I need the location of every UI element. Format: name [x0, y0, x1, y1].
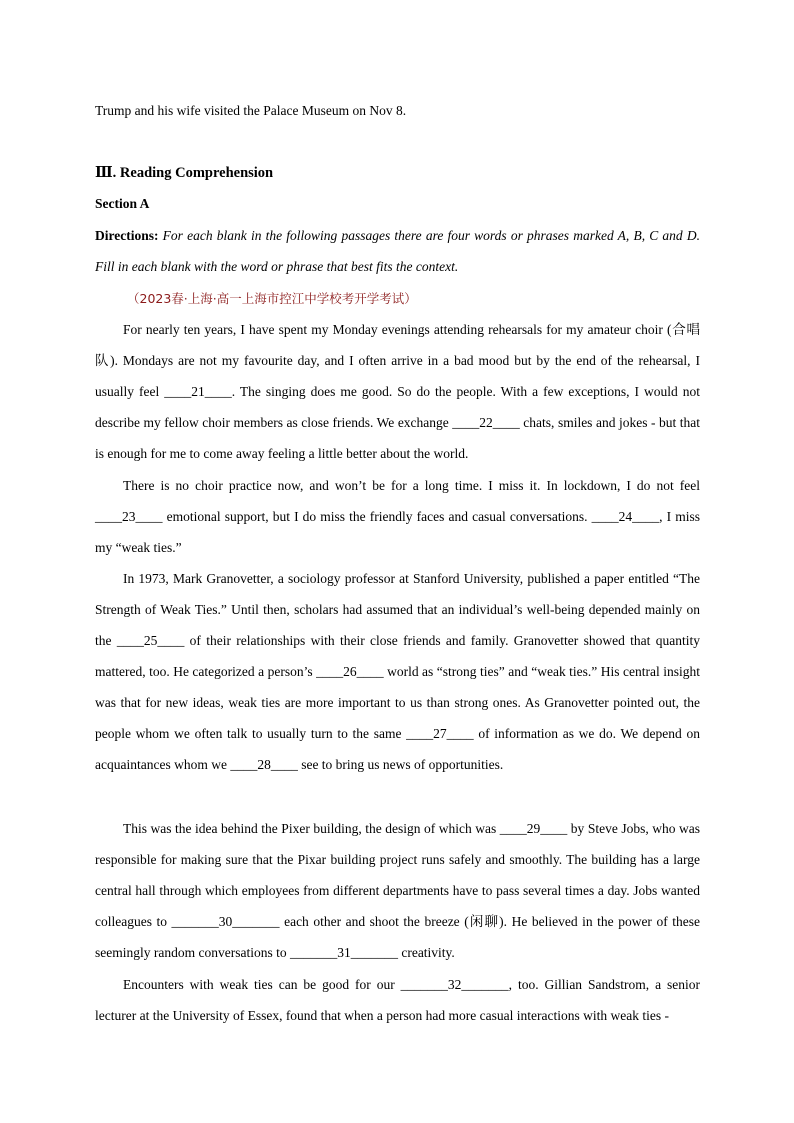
directions-text: For each blank in the following passages there are four words or phrases marked A, B, C and D. Fill in each blank with the word or phrase that best fits the context. — [95, 228, 700, 274]
passage-paragraph-2: There is no choir practice now, and won’t be for a long time. I miss it. In lockdown, I do not feel ____23____ emotional support, but I do miss the friendly faces and casual conversations. ____24____, I miss my “weak ties.” — [95, 478, 700, 555]
directions — [95, 220, 700, 282]
section-heading: Ⅲ. Reading Comprehension — [95, 165, 274, 181]
passage-paragraph-3: In 1973, Mark Granovetter, a sociology professor at Stanford University, published a paper entitled “The Strength of Weak Ties.” Until then, scholars had assumed that an individual’s well-being depended mainly on the ____25____ of their relationships with their close friends and family. Granovetter showed that quantity mattered, too. He categorized a person’s ____26____ world as “strong ties” and “weak ties.” His central insight was that for new ideas, weak ties are more important to us than strong ones. As Granovetter pointed out, the people whom we often talk to usually turn to the same ____27____ of information as we do. We depend on acquaintances whom we ____28____ see to bring us news of opportunities. — [95, 571, 700, 772]
source-note: （2023春·上海·高一上海市控江中学校考开学考试） — [127, 291, 417, 306]
intro-sentence: Trump and his wife visited the Palace Museum on Nov 8. — [95, 103, 407, 118]
passage-paragraph-1: For nearly ten years, I have spent my Monday evenings attending rehearsals for my amateur choir (合唱队). Mondays are not my favourite day, and I often arrive in a bad mood but by the end of the rehearsal, I usually feel ____21____. The singing does me good. So do the people. With a few exceptions, I would not describe my fellow choir members as close friends. We exchange ____22____ chats, smiles and jokes - but that is enough for me to come away feeling a little better about the world. — [95, 322, 700, 461]
passage-paragraph-5: Encounters with weak ties can be good for our _______32_______, too. Gillian Sandstrom, a senior lecturer at the University of Essex, found that when a person had more casual interactions with weak ties - — [95, 977, 700, 1023]
section-title: Section A — [95, 196, 150, 211]
passage-paragraph-4: This was the idea behind the Pixer building, the design of which was ____29____ by Steve Jobs, who was responsible for making sure that the Pixar building project runs safely and smoothly. The building has a large central hall through which employees from different departments have to pass several times a day. Jobs wanted colleagues to _______30_______ each other and shoot the breeze (闲聊). He believed in the power of these seemingly random conversations to _______31_______ creativity. — [95, 821, 700, 960]
directions-label: Directions: — [95, 228, 159, 243]
